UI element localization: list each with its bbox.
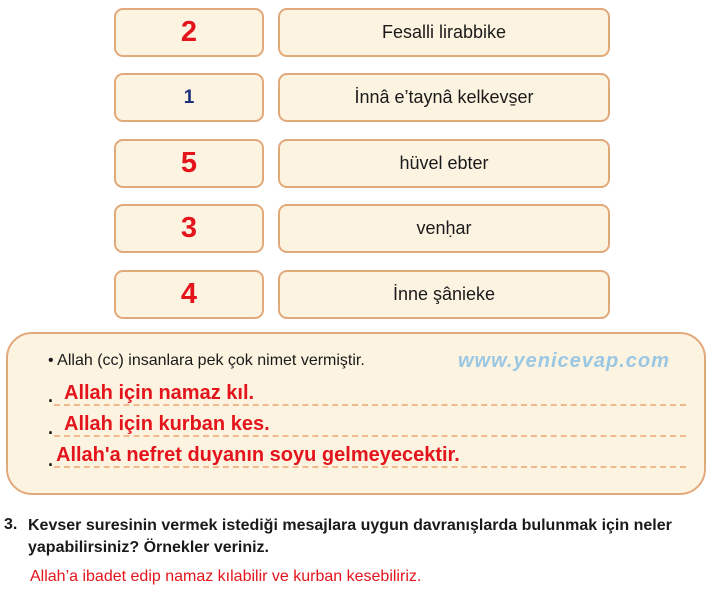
number-box-3 <box>114 139 264 188</box>
phrase-box-3 <box>278 139 610 188</box>
number-box-5 <box>114 270 264 319</box>
dashed-line <box>54 404 686 406</box>
number-value: 1 <box>183 86 195 108</box>
phrase-box-2 <box>278 73 610 122</box>
phrase-box-4 <box>278 204 610 253</box>
question-answer: Allah’a ibadet edip namaz kılabilir ve kurban kesebiliriz. <box>30 568 422 585</box>
phrase-text: İnnâ e’taynâ kelkevs̱er <box>354 87 534 107</box>
answer-line-3: Allah'a nefret duyanın soyu gelmeyecektir. <box>56 444 460 466</box>
answer-line-1: Allah için namaz kıl. <box>64 382 255 404</box>
phrase-box-1 <box>278 8 610 57</box>
question-text: Kevser suresinin vermek istediği mesajlara uygun davranışlarda bulunmak için neler yapabilirsiniz? Örnekler veriniz. <box>28 517 672 556</box>
number-value: 4 <box>180 278 198 310</box>
phrase-text: venḥar <box>416 218 472 238</box>
phrase-text: İnne şânieke <box>392 284 496 304</box>
dashed-line <box>54 466 686 468</box>
panel-intro: • Allah (cc) insanlara pek çok nimet vermiştir. <box>48 352 365 369</box>
number-value: 3 <box>180 212 198 244</box>
phrase-text: hüvel ebter <box>399 153 489 173</box>
question-number: 3. <box>4 516 18 533</box>
number-box-1 <box>114 8 264 57</box>
number-box-4 <box>114 204 264 253</box>
site-watermark: www.yenicevap.com <box>458 350 670 372</box>
number-value: 5 <box>180 147 198 179</box>
number-value: 2 <box>180 16 198 48</box>
bullet-dot: . <box>48 386 54 406</box>
bullet-dot: . <box>48 450 54 470</box>
dashed-line <box>54 435 686 437</box>
number-box-2 <box>114 73 264 122</box>
phrase-box-5 <box>278 270 610 319</box>
phrase-text: Fesalli lirabbike <box>381 22 507 42</box>
answer-line-2: Allah için kurban kes. <box>64 413 270 435</box>
answer-panel <box>6 332 706 495</box>
bullet-dot: . <box>48 418 54 438</box>
